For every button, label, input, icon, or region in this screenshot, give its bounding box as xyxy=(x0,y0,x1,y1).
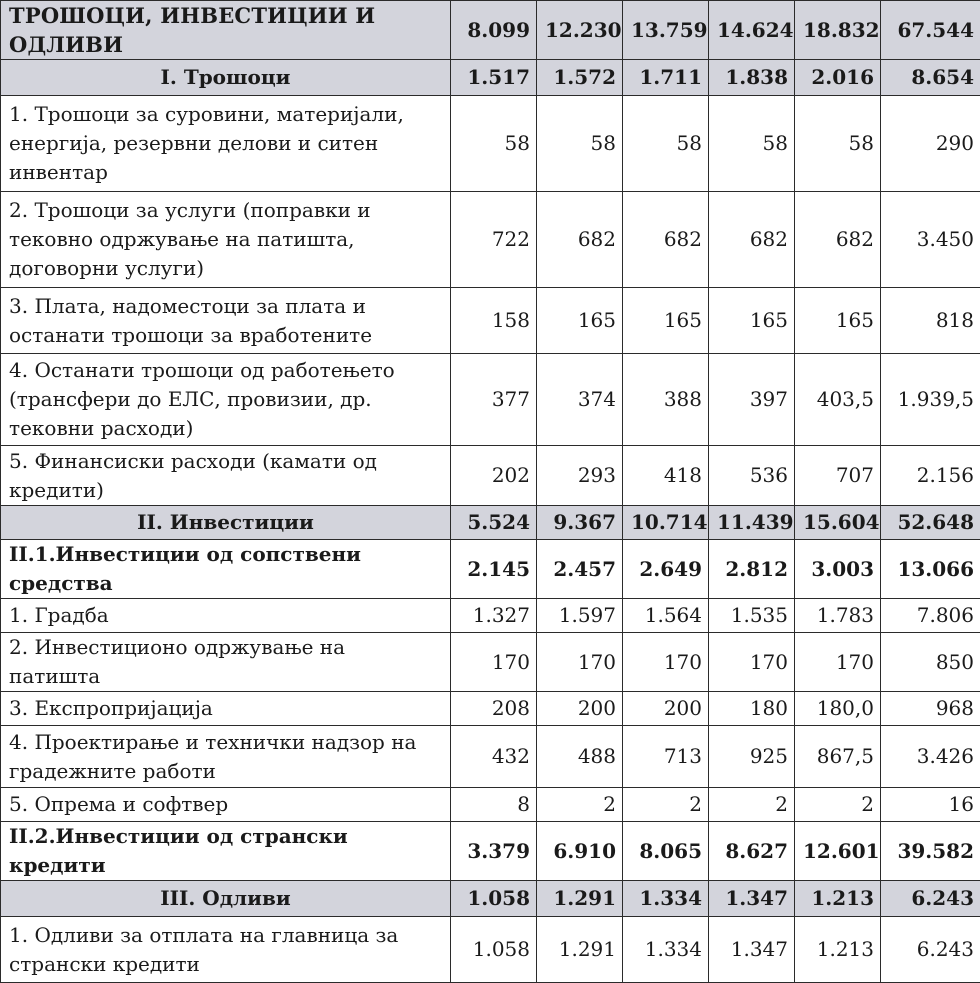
row-label: 4. Проектирање и технички надзор на градежните работи xyxy=(1,726,451,788)
value-cell: 1.327 xyxy=(451,599,537,633)
value-cell: 1.291 xyxy=(537,881,623,917)
value-cell: 3.426 xyxy=(881,726,980,788)
value-cell: 6.243 xyxy=(881,881,980,917)
value-cell: 18.832 xyxy=(795,1,881,60)
value-cell: 707 xyxy=(795,446,881,506)
value-cell: 2 xyxy=(709,788,795,822)
value-cell: 170 xyxy=(537,633,623,692)
value-cell: 12.230 xyxy=(537,1,623,60)
value-cell: 1.711 xyxy=(623,60,709,96)
row-label: I. Трошоци xyxy=(1,60,451,96)
value-cell: 11.439 xyxy=(709,506,795,540)
value-cell: 713 xyxy=(623,726,709,788)
row-label: 4. Останати трошоци од работењето (трансфери до ЕЛС, провизии, др. тековни расходи) xyxy=(1,354,451,446)
table-row xyxy=(1,354,980,446)
value-cell: 8.065 xyxy=(623,822,709,881)
value-cell: 1.564 xyxy=(623,599,709,633)
value-cell: 15.604 xyxy=(795,506,881,540)
value-cell: 14.624 xyxy=(709,1,795,60)
value-cell: 722 xyxy=(451,192,537,288)
value-cell: 13.759 xyxy=(623,1,709,60)
value-cell: 290 xyxy=(881,96,980,192)
row-label: 3. Експропријација xyxy=(1,692,451,726)
value-cell: 165 xyxy=(623,288,709,354)
table-row xyxy=(1,192,980,288)
row-label: 3. Плата, надоместоци за плата и останати трошоци за вработените xyxy=(1,288,451,354)
table-row xyxy=(1,726,980,788)
value-cell: 202 xyxy=(451,446,537,506)
row-label: 1. Градба xyxy=(1,599,451,633)
value-cell: 1.838 xyxy=(709,60,795,96)
value-cell: 818 xyxy=(881,288,980,354)
value-cell: 2.016 xyxy=(795,60,881,96)
value-cell: 1.783 xyxy=(795,599,881,633)
value-cell: 1.213 xyxy=(795,881,881,917)
value-cell: 200 xyxy=(537,692,623,726)
value-cell: 39.582 xyxy=(881,822,980,881)
table-row xyxy=(1,788,980,822)
value-cell: 432 xyxy=(451,726,537,788)
table-row-subsection xyxy=(1,822,980,881)
value-cell: 1.347 xyxy=(709,917,795,983)
table-row-section xyxy=(1,60,980,96)
value-cell: 850 xyxy=(881,633,980,692)
value-cell: 165 xyxy=(795,288,881,354)
value-cell: 58 xyxy=(537,96,623,192)
value-cell: 374 xyxy=(537,354,623,446)
value-cell: 1.517 xyxy=(451,60,537,96)
table-row xyxy=(1,633,980,692)
value-cell: 377 xyxy=(451,354,537,446)
row-label: 5. Финансиски расходи (камати од кредити) xyxy=(1,446,451,506)
value-cell: 403,5 xyxy=(795,354,881,446)
value-cell: 158 xyxy=(451,288,537,354)
table-row-subsection xyxy=(1,540,980,599)
value-cell: 682 xyxy=(623,192,709,288)
value-cell: 58 xyxy=(709,96,795,192)
value-cell: 58 xyxy=(623,96,709,192)
value-cell: 1.347 xyxy=(709,881,795,917)
value-cell: 1.291 xyxy=(537,917,623,983)
value-cell: 682 xyxy=(537,192,623,288)
value-cell: 8.627 xyxy=(709,822,795,881)
value-cell: 2.812 xyxy=(709,540,795,599)
value-cell: 170 xyxy=(709,633,795,692)
row-label: 1. Одливи за отплата на главница за странски кредити xyxy=(1,917,451,983)
value-cell: 1.058 xyxy=(451,917,537,983)
value-cell: 1.334 xyxy=(623,917,709,983)
value-cell: 165 xyxy=(709,288,795,354)
value-cell: 1.213 xyxy=(795,917,881,983)
row-label: II.1.Инвестиции од сопствени средства xyxy=(1,540,451,599)
value-cell: 16 xyxy=(881,788,980,822)
value-cell: 867,5 xyxy=(795,726,881,788)
value-cell: 13.066 xyxy=(881,540,980,599)
value-cell: 293 xyxy=(537,446,623,506)
table-row xyxy=(1,96,980,192)
value-cell: 1.939,5 xyxy=(881,354,980,446)
value-cell: 208 xyxy=(451,692,537,726)
table-row xyxy=(1,599,980,633)
row-label: III. Одливи xyxy=(1,881,451,917)
value-cell: 397 xyxy=(709,354,795,446)
value-cell: 180 xyxy=(709,692,795,726)
row-label: ТРОШОЦИ, ИНВЕСТИЦИИ И ОДЛИВИ xyxy=(1,1,451,60)
value-cell: 6.243 xyxy=(881,917,980,983)
value-cell: 2 xyxy=(623,788,709,822)
table-row-section xyxy=(1,881,980,917)
value-cell: 388 xyxy=(623,354,709,446)
value-cell: 52.648 xyxy=(881,506,980,540)
value-cell: 2.156 xyxy=(881,446,980,506)
value-cell: 1.597 xyxy=(537,599,623,633)
value-cell: 7.806 xyxy=(881,599,980,633)
value-cell: 58 xyxy=(795,96,881,192)
value-cell: 165 xyxy=(537,288,623,354)
value-cell: 170 xyxy=(795,633,881,692)
value-cell: 67.544 xyxy=(881,1,980,60)
value-cell: 9.367 xyxy=(537,506,623,540)
value-cell: 6.910 xyxy=(537,822,623,881)
row-label: 5. Опрема и софтвер xyxy=(1,788,451,822)
value-cell: 2.649 xyxy=(623,540,709,599)
value-cell: 488 xyxy=(537,726,623,788)
row-label: II.2.Инвестиции од странски кредити xyxy=(1,822,451,881)
value-cell: 682 xyxy=(709,192,795,288)
value-cell: 968 xyxy=(881,692,980,726)
value-cell: 2.457 xyxy=(537,540,623,599)
table-row-total xyxy=(1,1,980,60)
table-row xyxy=(1,692,980,726)
value-cell: 536 xyxy=(709,446,795,506)
row-label: 1. Трошоци за суровини, материјали, енергија, резервни делови и ситен инвентар xyxy=(1,96,451,192)
value-cell: 58 xyxy=(451,96,537,192)
value-cell: 682 xyxy=(795,192,881,288)
value-cell: 8.654 xyxy=(881,60,980,96)
value-cell: 200 xyxy=(623,692,709,726)
row-label: II. Инвестиции xyxy=(1,506,451,540)
value-cell: 3.003 xyxy=(795,540,881,599)
row-label: 2. Инвестиционо одржување на патишта xyxy=(1,633,451,692)
value-cell: 170 xyxy=(623,633,709,692)
value-cell: 418 xyxy=(623,446,709,506)
table-row xyxy=(1,288,980,354)
value-cell: 12.601 xyxy=(795,822,881,881)
table-row xyxy=(1,917,980,983)
value-cell: 3.450 xyxy=(881,192,980,288)
value-cell: 3.379 xyxy=(451,822,537,881)
table-row xyxy=(1,446,980,506)
value-cell: 8.099 xyxy=(451,1,537,60)
value-cell: 170 xyxy=(451,633,537,692)
value-cell: 1.572 xyxy=(537,60,623,96)
value-cell: 8 xyxy=(451,788,537,822)
table-row-section xyxy=(1,506,980,540)
value-cell: 5.524 xyxy=(451,506,537,540)
value-cell: 2.145 xyxy=(451,540,537,599)
value-cell: 2 xyxy=(537,788,623,822)
value-cell: 925 xyxy=(709,726,795,788)
value-cell: 180,0 xyxy=(795,692,881,726)
value-cell: 10.714 xyxy=(623,506,709,540)
value-cell: 1.334 xyxy=(623,881,709,917)
value-cell: 1.535 xyxy=(709,599,795,633)
value-cell: 1.058 xyxy=(451,881,537,917)
row-label: 2. Трошоци за услуги (поправки и тековно одржување на патишта, договорни услуги) xyxy=(1,192,451,288)
value-cell: 2 xyxy=(795,788,881,822)
